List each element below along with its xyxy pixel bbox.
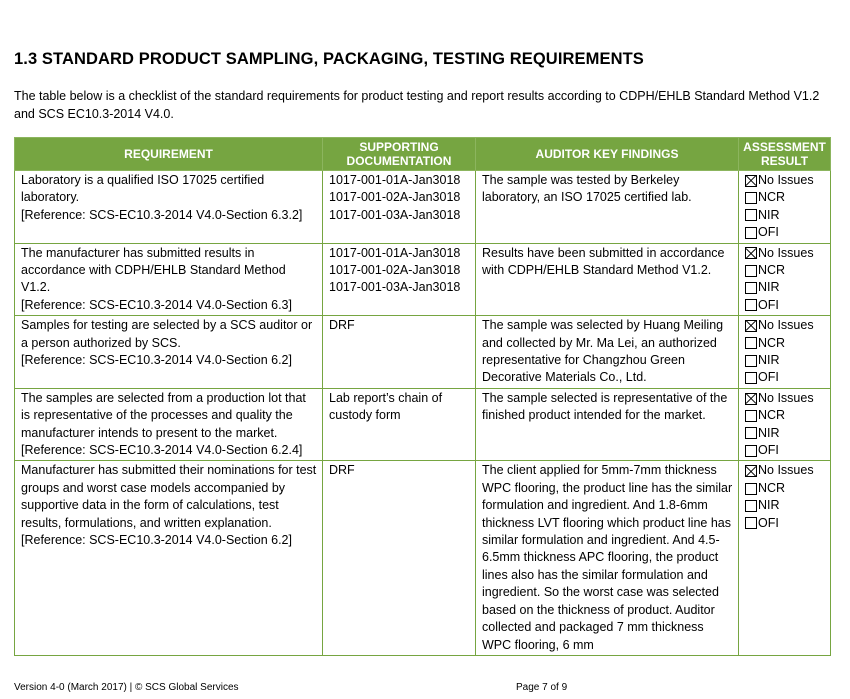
findings-cell bbox=[476, 316, 739, 389]
assessment-option-label: NIR bbox=[758, 280, 780, 295]
documentation-cell bbox=[323, 171, 476, 244]
assessment-option bbox=[745, 207, 825, 224]
checked-checkbox-icon[interactable] bbox=[745, 175, 757, 187]
assessment-option bbox=[745, 442, 825, 459]
checked-checkbox-icon[interactable] bbox=[745, 247, 757, 259]
checkbox-icon[interactable] bbox=[745, 372, 757, 384]
documentation-cell-text: 1017-001-01A-Jan3018 1017-001-02A-Jan3018 1017-001-03A-Jan3018 bbox=[329, 245, 461, 295]
requirement-cell-text: Samples for testing are selected by a SCS auditor or a person authorized by SCS. [Reference: SCS-EC10.3-2014 V4.0-Section 6.2] bbox=[21, 318, 313, 367]
checkbox-icon[interactable] bbox=[745, 410, 757, 422]
checked-checkbox-icon[interactable] bbox=[745, 465, 757, 477]
checkbox-icon[interactable] bbox=[745, 299, 757, 311]
requirement-cell bbox=[15, 171, 323, 244]
assessment-option bbox=[745, 462, 825, 479]
findings-cell-text: The sample selected is representative of the finished product intended for the market. bbox=[482, 390, 728, 423]
requirement-cell bbox=[15, 461, 323, 655]
assessment-option-label: NIR bbox=[758, 425, 780, 440]
checked-checkbox-icon[interactable] bbox=[745, 393, 757, 405]
assessment-option-label: OFI bbox=[758, 515, 779, 530]
assessment-option bbox=[745, 262, 825, 279]
checkbox-icon[interactable] bbox=[745, 517, 757, 529]
checkbox-icon[interactable] bbox=[745, 265, 757, 277]
findings-cell bbox=[476, 388, 739, 461]
requirement-cell bbox=[15, 243, 323, 316]
assessment-result-cell bbox=[739, 171, 831, 244]
checkbox-icon[interactable] bbox=[745, 355, 757, 367]
assessment-option-label: No Issues bbox=[758, 390, 814, 405]
assessment-option-label: No Issues bbox=[758, 245, 814, 260]
assessment-option bbox=[745, 335, 825, 352]
requirement-cell bbox=[15, 316, 323, 389]
findings-cell bbox=[476, 243, 739, 316]
checkbox-icon[interactable] bbox=[745, 427, 757, 439]
assessment-option bbox=[745, 407, 825, 424]
documentation-cell bbox=[323, 388, 476, 461]
header-assessment-result: ASSESSMENT RESULT bbox=[739, 138, 831, 171]
documentation-cell-text: Lab report’s chain of custody form bbox=[329, 390, 443, 423]
documentation-cell bbox=[323, 461, 476, 655]
assessment-option-label: NIR bbox=[758, 207, 780, 222]
table-row bbox=[15, 316, 831, 389]
checkbox-icon[interactable] bbox=[745, 282, 757, 294]
checkbox-icon[interactable] bbox=[745, 483, 757, 495]
assessment-option bbox=[745, 317, 825, 334]
assessment-option-label: No Issues bbox=[758, 463, 814, 478]
requirements-checklist-table bbox=[14, 137, 831, 656]
table-row bbox=[15, 243, 831, 316]
assessment-option-label: NCR bbox=[758, 335, 786, 350]
assessment-result-cell bbox=[739, 461, 831, 655]
requirement-cell bbox=[15, 388, 323, 461]
footer-version: Version 4-0 (March 2017) | © SCS Global Services bbox=[14, 682, 239, 693]
findings-cell bbox=[476, 171, 739, 244]
assessment-result-cell bbox=[739, 316, 831, 389]
assessment-option-label: NCR bbox=[758, 408, 786, 423]
findings-cell-text: The client applied for 5mm-7mm thickness WPC flooring, the product line has the similar formulation and ingredient. And 1.8-6mm thickness LVT flooring which product line has similar formulation and ingredient. And 4.5-6.5mm thickness APC flooring, the product lines also has the similar formulation and ingredient. So the worst case was selected based on the thickness of product. Auditor collected and packaged 7 mm thickness WPC flooring, 6 mm bbox=[482, 463, 733, 652]
assessment-option bbox=[745, 390, 825, 407]
header-requirement: REQUIREMENT bbox=[15, 138, 323, 171]
assessment-option bbox=[745, 480, 825, 497]
documentation-cell-text: 1017-001-01A-Jan3018 1017-001-02A-Jan3018 1017-001-03A-Jan3018 bbox=[329, 173, 461, 222]
assessment-option bbox=[745, 515, 825, 532]
assessment-option-label: OFI bbox=[758, 442, 779, 457]
requirement-cell-text: The manufacturer has submitted results in accordance with CDPH/EHLB Standard Method V1.2. [Reference: SCS-EC10.3-2014 V4.0-Section 6.3] bbox=[21, 245, 292, 312]
documentation-cell bbox=[323, 316, 476, 389]
assessment-option-label: NIR bbox=[758, 498, 780, 513]
assessment-option bbox=[745, 369, 825, 386]
assessment-option-label: OFI bbox=[758, 370, 779, 385]
assessment-option-label: OFI bbox=[758, 297, 779, 312]
checkbox-icon[interactable] bbox=[745, 500, 757, 512]
documentation-cell-text: DRF bbox=[329, 463, 355, 478]
table-header-row bbox=[15, 138, 831, 171]
documentation-cell-text: DRF bbox=[329, 318, 355, 333]
assessment-option-label: No Issues bbox=[758, 318, 814, 333]
assessment-option-label: NCR bbox=[758, 262, 786, 277]
findings-cell-text: The sample was tested by Berkeley laboratory, an ISO 17025 certified lab. bbox=[482, 173, 692, 205]
assessment-option bbox=[745, 279, 825, 296]
checkbox-icon[interactable] bbox=[745, 337, 757, 349]
assessment-option bbox=[745, 172, 825, 189]
checked-checkbox-icon[interactable] bbox=[745, 320, 757, 332]
section-intro: The table below is a checklist of the standard requirements for product testing and report results according to CDPH/EHLB Standard Method V1.2 and SCS EC10.3-2014 V4.0. bbox=[14, 89, 820, 121]
assessment-option bbox=[745, 297, 825, 314]
assessment-option bbox=[745, 224, 825, 241]
requirement-cell-text: The samples are selected from a production lot that is representative of the processes and quality the manufacturer intends to present to the market. [Reference: SCS-EC10.3-2014 V4.0-Section 6.2.4] bbox=[21, 390, 306, 458]
assessment-option bbox=[745, 425, 825, 442]
table-row bbox=[15, 461, 831, 655]
documentation-cell bbox=[323, 243, 476, 316]
assessment-result-cell bbox=[739, 388, 831, 461]
table-row bbox=[15, 388, 831, 461]
assessment-option-label: NCR bbox=[758, 190, 786, 205]
findings-cell-text: The sample was selected by Huang Meiling and collected by Mr. Ma Lei, an authorized representative for Changzhou Green Decorative Materials Co., Ltd. bbox=[482, 318, 724, 385]
assessment-option-label: OFI bbox=[758, 225, 779, 240]
assessment-option bbox=[745, 352, 825, 369]
checkbox-icon[interactable] bbox=[745, 209, 757, 221]
assessment-option bbox=[745, 189, 825, 206]
requirement-cell-text: Manufacturer has submitted their nominations for test groups and worst case models accompanied by supportive data in the form of calculations, test results, formulations, and written explanation. [Reference: SCS-EC10.3-2014 V4.0-Section 6.2] bbox=[21, 463, 317, 548]
assessment-option bbox=[745, 245, 825, 262]
assessment-option-label: NCR bbox=[758, 480, 786, 495]
assessment-option-label: NIR bbox=[758, 352, 780, 367]
findings-cell bbox=[476, 461, 739, 655]
requirement-cell-text: Laboratory is a qualified ISO 17025 certified laboratory. [Reference: SCS-EC10.3-2014 V4.0-Section 6.3.2] bbox=[21, 173, 303, 222]
checkbox-icon[interactable] bbox=[745, 227, 757, 239]
header-auditor-key-findings: AUDITOR KEY FINDINGS bbox=[476, 138, 739, 171]
findings-cell-text: Results have been submitted in accordance with CDPH/EHLB Standard Method V1.2. bbox=[482, 245, 725, 277]
assessment-option bbox=[745, 497, 825, 514]
header-supporting-documentation: SUPPORTING DOCUMENTATION bbox=[323, 138, 476, 171]
checkbox-icon[interactable] bbox=[745, 445, 757, 457]
footer-page-number: Page 7 of 9 bbox=[516, 682, 568, 693]
assessment-result-cell bbox=[739, 243, 831, 316]
checkbox-icon[interactable] bbox=[745, 192, 757, 204]
table-row bbox=[15, 171, 831, 244]
assessment-option-label: No Issues bbox=[758, 173, 814, 187]
section-title: 1.3 STANDARD PRODUCT SAMPLING, PACKAGING, TESTING REQUIREMENTS bbox=[14, 50, 644, 68]
